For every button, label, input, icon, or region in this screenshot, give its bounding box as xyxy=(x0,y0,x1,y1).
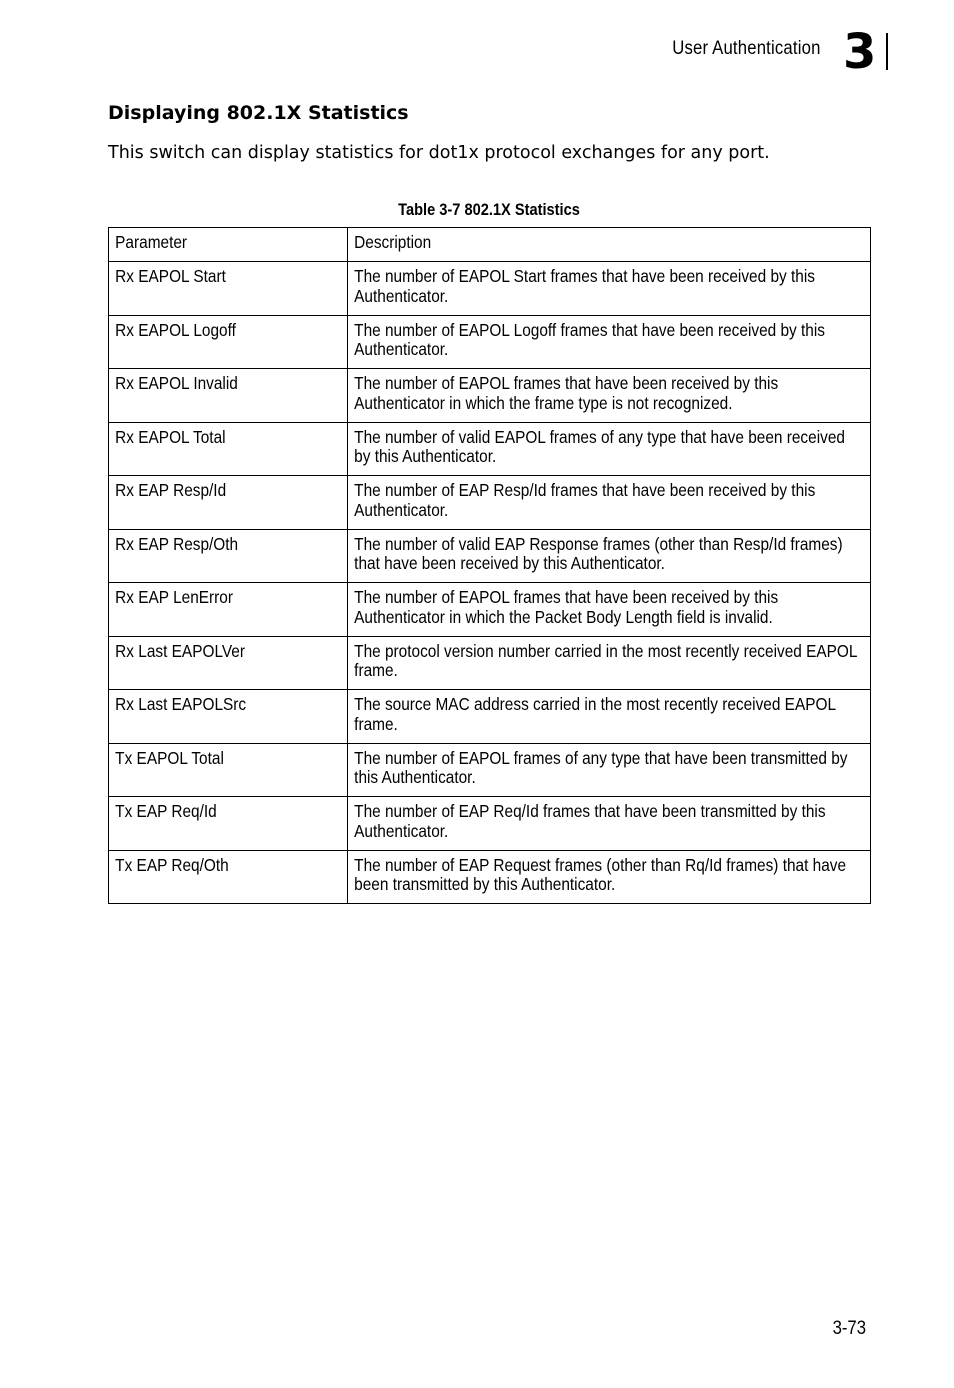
table-row xyxy=(109,690,871,744)
table-row xyxy=(109,850,871,904)
parameter-cell: Rx EAPOL Start xyxy=(109,262,348,316)
table-row xyxy=(109,422,871,476)
table-caption: Table 3-7 802.1X Statistics xyxy=(398,200,580,219)
table-row xyxy=(109,583,871,637)
page-number: 3-73 xyxy=(832,1318,866,1339)
description-cell: The protocol version number carried in the most recently received EAPOL frame. xyxy=(348,636,871,690)
parameter-cell: Tx EAP Req/Id xyxy=(109,797,348,851)
table-row xyxy=(109,743,871,797)
section-heading: Displaying 802.1X Statistics xyxy=(108,102,409,124)
chapter-number: 3 xyxy=(843,24,877,80)
table-row xyxy=(109,262,871,316)
table-row xyxy=(109,476,871,530)
intro-paragraph: This switch can display statistics for dot1x protocol exchanges for any port. xyxy=(108,143,770,163)
table-row xyxy=(109,315,871,369)
description-cell: The number of EAP Req/Id frames that have been transmitted by this Authenticator. xyxy=(348,797,871,851)
table-row xyxy=(109,797,871,851)
parameter-cell: Rx EAP Resp/Oth xyxy=(109,529,348,583)
table-row xyxy=(109,529,871,583)
description-cell: The number of EAP Request frames (other than Rq/Id frames) that have been transmitted by this Authenticator. xyxy=(348,850,871,904)
chapter-divider xyxy=(886,33,888,70)
description-cell: The number of EAPOL frames that have been received by this Authenticator in which the frame type is not recognized. xyxy=(348,369,871,423)
parameter-cell: Tx EAP Req/Oth xyxy=(109,850,348,904)
description-cell: The number of EAPOL Logoff frames that have been received by this Authenticator. xyxy=(348,315,871,369)
parameter-cell: Rx EAPOL Logoff xyxy=(109,315,348,369)
column-header-description: Description xyxy=(348,228,871,262)
parameter-cell: Rx Last EAPOLSrc xyxy=(109,690,348,744)
table-header-row xyxy=(109,228,871,262)
table-row xyxy=(109,369,871,423)
description-cell: The source MAC address carried in the most recently received EAPOL frame. xyxy=(348,690,871,744)
description-cell: The number of valid EAPOL frames of any type that have been received by this Authenticator. xyxy=(348,422,871,476)
parameter-cell: Tx EAPOL Total xyxy=(109,743,348,797)
description-cell: The number of valid EAP Response frames (other than Resp/Id frames) that have been received by this Authenticator. xyxy=(348,529,871,583)
description-cell: The number of EAPOL Start frames that have been received by this Authenticator. xyxy=(348,262,871,316)
column-header-parameter: Parameter xyxy=(109,228,348,262)
description-cell: The number of EAPOL frames of any type that have been transmitted by this Authenticator. xyxy=(348,743,871,797)
description-cell: The number of EAPOL frames that have been received by this Authenticator in which the Packet Body Length field is invalid. xyxy=(348,583,871,637)
running-header: User Authentication xyxy=(672,38,821,59)
parameter-cell: Rx EAPOL Invalid xyxy=(109,369,348,423)
table-row xyxy=(109,636,871,690)
parameter-cell: Rx EAP Resp/Id xyxy=(109,476,348,530)
statistics-table xyxy=(108,227,871,904)
parameter-cell: Rx EAPOL Total xyxy=(109,422,348,476)
parameter-cell: Rx Last EAPOLVer xyxy=(109,636,348,690)
description-cell: The number of EAP Resp/Id frames that have been received by this Authenticator. xyxy=(348,476,871,530)
parameter-cell: Rx EAP LenError xyxy=(109,583,348,637)
